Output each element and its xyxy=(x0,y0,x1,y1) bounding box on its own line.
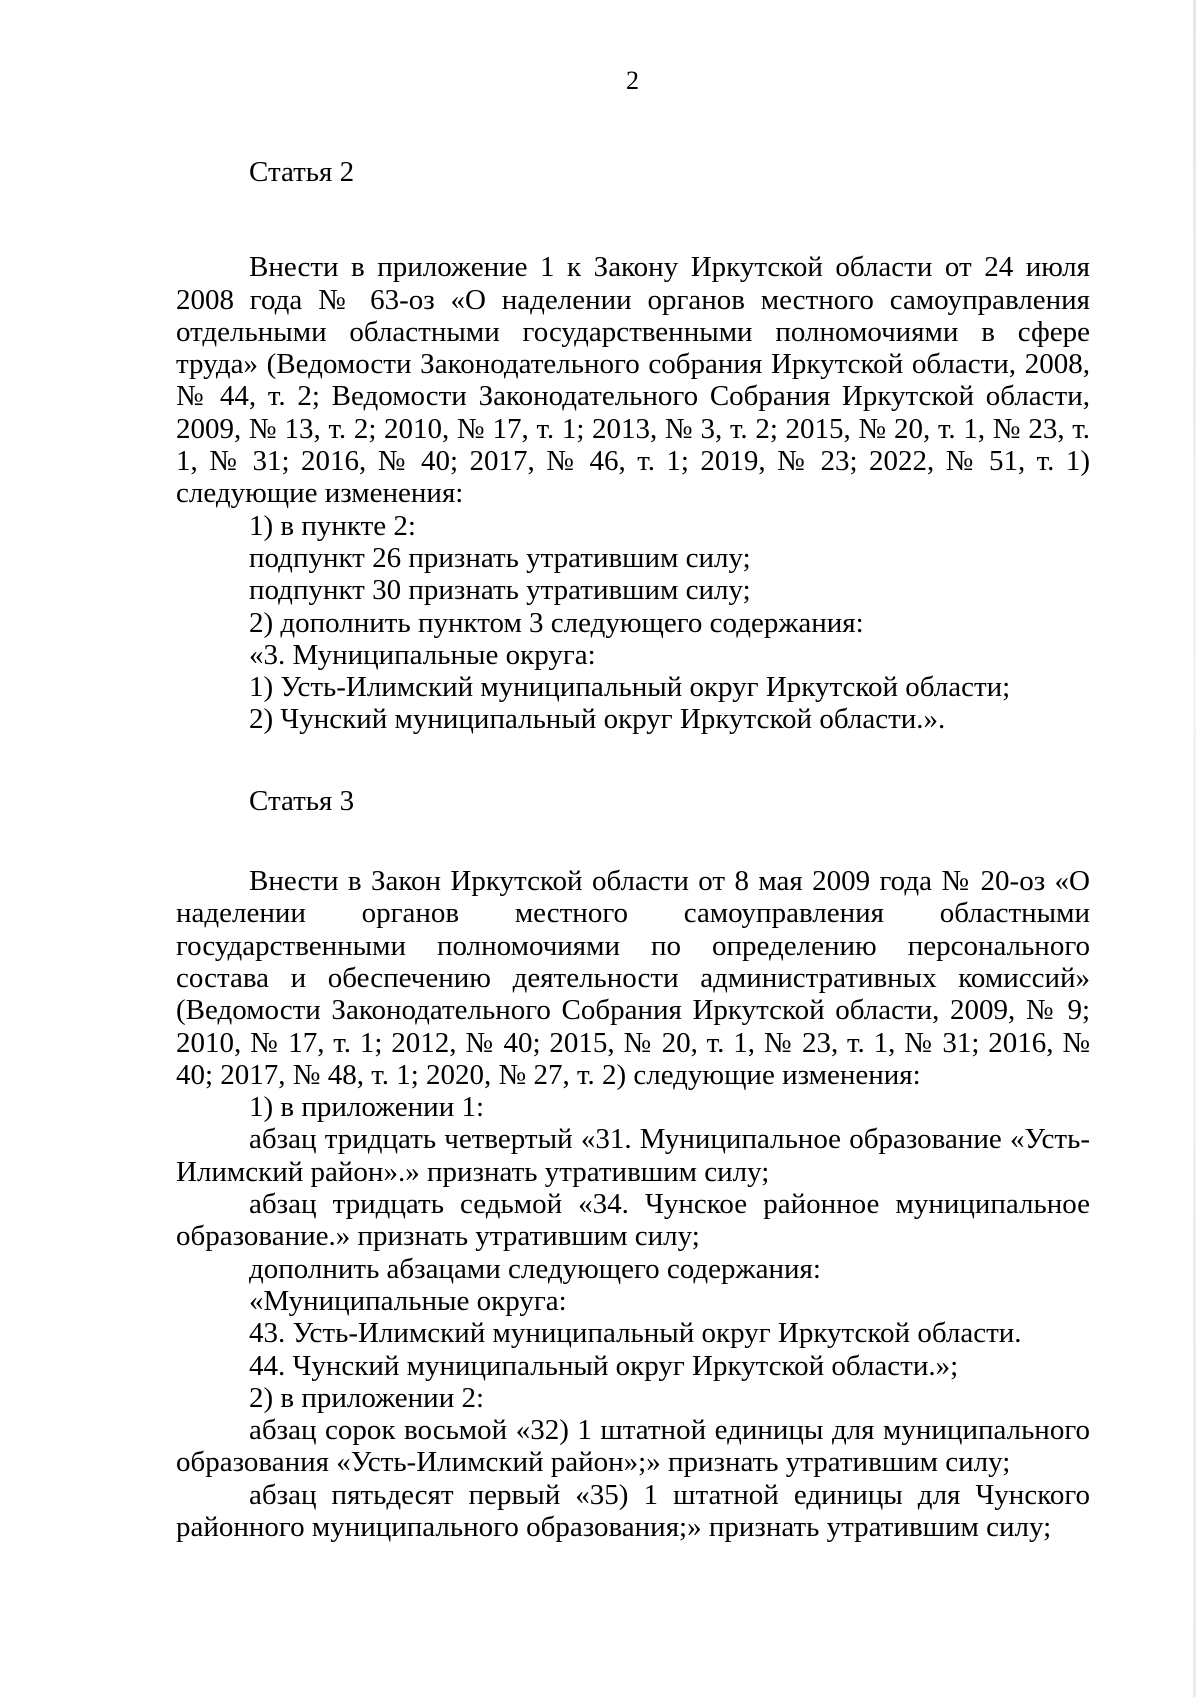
article-3-line: дополнить абзацами следующего содержания: xyxy=(249,1252,821,1285)
article-3-line: 1) в приложении 1: xyxy=(249,1091,485,1124)
article-2-line: 2) дополнить пунктом 3 следующего содержания: xyxy=(249,606,864,639)
document-body xyxy=(176,156,1090,1543)
article-2-heading: Статья 2 xyxy=(249,156,355,188)
page-number: 2 xyxy=(626,66,639,95)
article-3-line: 2) в приложении 2: xyxy=(249,1381,485,1414)
article-2-line: 2) Чунский муниципальный округ Иркутской области.». xyxy=(249,703,946,736)
article-3-line: 44. Чунский муниципальный округ Иркутской области.»; xyxy=(249,1349,959,1382)
article-3-line: 43. Усть-Илимский муниципальный округ Иркутской области. xyxy=(249,1317,1022,1350)
article-2-intro: Внести в приложение 1 к Закону Иркутской области от 24 июля 2008 года № 63-оз «О наделении органов местного самоуправления отдельными областными государственными полномочиями в сфере труда» (Ведомости Законодательного собрания Иркутской области, 2008, № 44, т. 2; Ведомости Законодательного Собрания Иркутской области, 2009, № 13, т. 2; 2010, № 17, т. 1; 2013, № 3, т. 2; 2015, № 20, т. 1, № 23, т. 1, № 31; 2016, № 40; 2017, № 46, т. 1; 2019, № 23; 2022, № 51, т. 1) следующие изменения: xyxy=(176,251,1090,510)
article-3-intro: Внести в Закон Иркутской области от 8 мая 2009 года № 20-оз «О наделении органов местного самоуправления областными государственными полномочиями по определению персонального состава и обеспечению деятельности административных комиссий» (Ведомости Законодательного Собрания Иркутской области, 2009, № 9; 2010, № 17, т. 1; 2012, № 40; 2015, № 20, т. 1, № 23, т. 1, № 31; 2016, № 40; 2017, № 48, т. 1; 2020, № 27, т. 2) следующие изменения: xyxy=(176,865,1090,1091)
article-3-heading: Статья 3 xyxy=(249,784,355,817)
article-3-line: абзац сорок восьмой «32) 1 штатной единицы для муниципального образования «Усть-Илимский район»;» признать утратившим силу; xyxy=(176,1414,1090,1479)
article-2-line: 1) Усть-Илимский муниципальный округ Иркутской области; xyxy=(249,671,1011,704)
article-2-line: подпункт 26 признать утратившим силу; xyxy=(249,541,751,574)
article-2-line: 1) в пункте 2: xyxy=(249,509,416,542)
article-3-line: абзац тридцать четвертый «31. Муниципальное образование «Усть-Илимский район».» признать утратившим силу; xyxy=(176,1123,1090,1188)
scan-edge xyxy=(1193,0,1196,1697)
article-3-line: абзац тридцать седьмой «34. Чунское районное муниципальное образование.» признать утратившим силу; xyxy=(176,1188,1090,1253)
article-2-line: подпункт 30 признать утратившим силу; xyxy=(249,574,751,607)
article-2-line: «3. Муниципальные округа: xyxy=(249,638,596,671)
article-3-line: «Муниципальные округа: xyxy=(249,1284,567,1317)
article-3-line: абзац пятьдесят первый «35) 1 штатной единицы для Чунского районного муниципального образования;» признать утратившим силу; xyxy=(176,1478,1090,1543)
